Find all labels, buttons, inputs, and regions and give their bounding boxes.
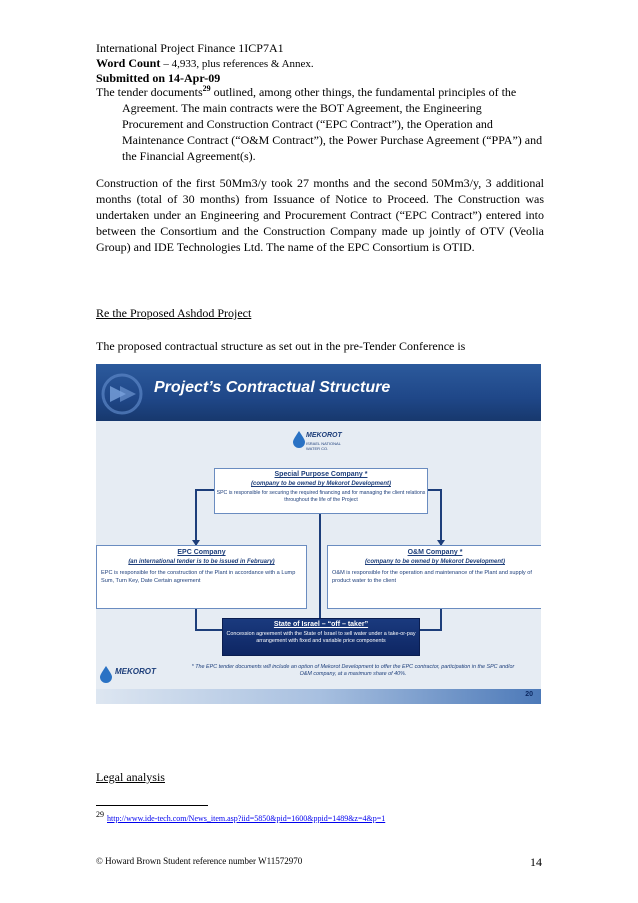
para1-rest: outlined, among other things, the fundamental principles of the Agreement. The main contracts were the BOT Agreement, the Engineering Procurement and Construction Contract (“EPC Contract”), the Operation and Maintenance Contract (“O&M Contract”), the Power Purchase Agreement (“PPA”) and the Financial Agreement(s). bbox=[122, 85, 543, 163]
slide-footnote: * The EPC tender documents will include an option of Mekorot Development to offer the EPC contractor, participation in the SPC and/or O&M company, at a maximum share of 40%. bbox=[191, 664, 515, 677]
water-drop-icon bbox=[99, 665, 113, 683]
spc-box bbox=[214, 468, 428, 514]
footer-copyright: © Howard Brown Student reference number W11572970 bbox=[96, 856, 303, 866]
logo-text: MEKOROT bbox=[306, 432, 342, 439]
word-count-value: – 4,933, plus references & Annex. bbox=[163, 58, 314, 70]
para1-lead: The tender documents bbox=[96, 85, 203, 99]
slide-title: Project’s Contractual Structure bbox=[154, 379, 391, 396]
mekorot-logo-bottom bbox=[99, 662, 155, 686]
logo-subtext: ISRAEL NATIONAL WATER CO. bbox=[306, 441, 341, 451]
epc-title: EPC Company bbox=[177, 549, 226, 556]
header-submitted: Submitted on 14-Apr-09 bbox=[96, 71, 221, 85]
om-title: O&M Company * bbox=[407, 549, 463, 556]
header-course: International Project Finance 1ICP7A1 bbox=[96, 41, 284, 55]
word-count-label: Word Count bbox=[96, 56, 161, 70]
om-description: O&M is responsible for the operation and maintenance of the Plant and supply of product water to the client bbox=[332, 570, 532, 584]
heading-ashdod: Re the Proposed Ashdod Project bbox=[96, 306, 252, 320]
contractual-structure-slide bbox=[96, 364, 541, 704]
om-subtitle: (company to be owned by Mekorot Development) bbox=[364, 559, 505, 565]
slide-bottom-bar bbox=[96, 689, 541, 704]
epc-description: EPC is responsible for the construction of the Plant in accordance with a Lump Sum, Turn Key, Date Certain agreement bbox=[101, 570, 296, 584]
footnote-divider bbox=[96, 805, 208, 806]
page-number: 14 bbox=[530, 855, 542, 869]
footnote-number: 29 bbox=[96, 810, 104, 819]
paragraph-contractual-structure: The proposed contractual structure as set out in the pre-Tender Conference is bbox=[96, 339, 466, 353]
footnote-ref[interactable]: 29 bbox=[202, 84, 211, 93]
paragraph-tender-documents bbox=[96, 84, 544, 164]
epc-subtitle: (an international tender is to be issued in February) bbox=[128, 559, 275, 565]
paragraph-construction: Construction of the first 50Mm3/y took 27 months and the second 50Mm3/y, 3 additional months (total of 30 months) from Issuance of Notice to Proceed. The Construction was undertaken under an Engineering and Procurement Contract (“EPC Contract”) entered into between the Consortium and the Construction Company made up jointly of OTV (Veolia Group) and IDE Technologies Ltd. The name of the EPC Consortium is OTID. bbox=[96, 176, 544, 254]
footnote bbox=[96, 810, 385, 823]
logo-text-bottom: MEKOROT bbox=[115, 667, 156, 676]
slide-number: 20 bbox=[525, 691, 533, 698]
spc-title: Special Purpose Company * bbox=[274, 471, 368, 478]
epc-box bbox=[96, 545, 307, 609]
state-of-israel-box bbox=[222, 618, 420, 656]
footnote-link[interactable]: http://www.ide-tech.com/News_item.asp?iid=5850&pid=1600&ppid=1489&z=4&p=1 bbox=[107, 814, 386, 823]
state-description: Concession agreement with the State of Israel to sell water under a take-or-pay arrangement with fixed and variable price components bbox=[226, 631, 416, 644]
heading-legal-analysis: Legal analysis bbox=[96, 770, 165, 784]
om-box bbox=[327, 545, 541, 609]
spc-subtitle: (company to be owned by Mekorot Development) bbox=[250, 481, 391, 487]
spc-description: SPC is responsible for securing the required financing and for managing the client relations throughout the life of the Project bbox=[216, 490, 426, 503]
state-title: State of Israel – “off – taker” bbox=[273, 621, 369, 628]
